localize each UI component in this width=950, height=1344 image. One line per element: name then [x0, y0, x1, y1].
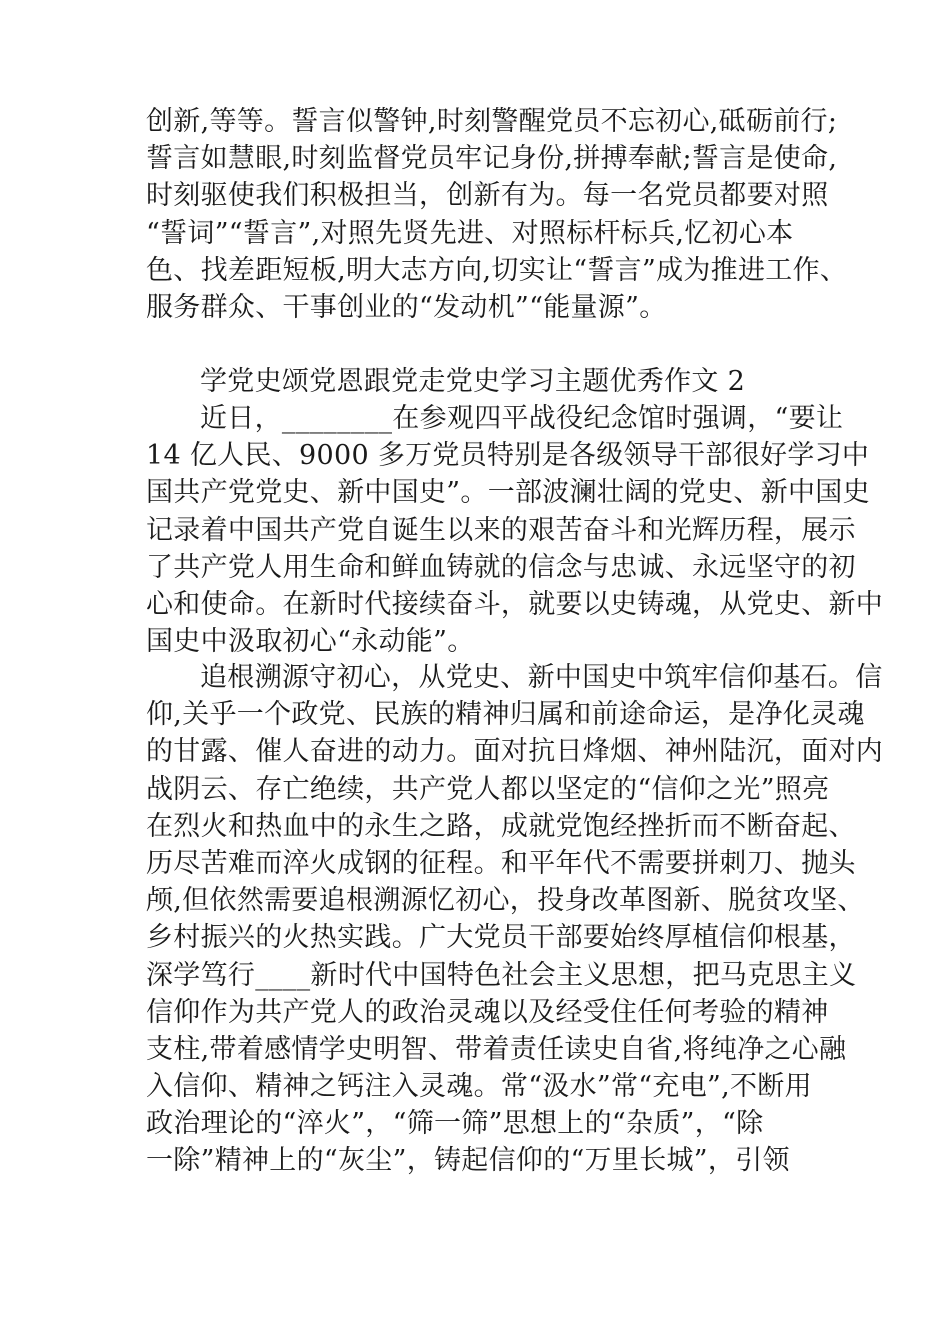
text-line: 深学笃行____新时代中国特色社会主义思想，把马克思主义	[146, 959, 857, 991]
text-line: 仰,关乎一个政党、民族的精神归属和前途命运，是净化灵魂	[146, 699, 865, 731]
text-line: 近日，________在参观四平战役纪念馆时强调，“要让	[200, 403, 844, 434]
text-line: 了共产党人用生命和鲜血铸就的信念与忠诚、永远坚守的初	[146, 551, 856, 583]
text-line: 心和使命。在新时代接续奋斗，就要以史铸魂，从党史、新中	[146, 588, 884, 620]
text-line: 战阴云、存亡绝续，共产党人都以坚定的“信仰之光”照亮	[146, 773, 830, 805]
text-line: 在烈火和热血中的永生之路，成就党饱经挫折而不断奋起、	[146, 810, 856, 842]
text-line: 的甘露、催人奋进的动力。面对抗日烽烟、神州陆沉，面对内	[146, 736, 884, 768]
text-line: 颅,但依然需要追根溯源忆初心，投身改革图新、脱贫攻坚、	[146, 885, 865, 917]
text-line: 誓言如慧眼,时刻监督党员牢记身份,拼搏奉献;誓言是使命,	[146, 143, 838, 175]
text-line: 信仰作为共产党人的政治灵魂以及经受住任何考验的精神	[146, 996, 829, 1028]
section-title: 学党史颂党恩跟党走党史学习主题优秀作文 2	[200, 366, 746, 397]
text-line: 政治理论的“淬火”，“筛一筛”思想上的“杂质”，“除	[146, 1108, 764, 1140]
text-line: 国史中汲取初心“永动能”。	[146, 626, 475, 658]
text-line: 历尽苦难而淬火成钢的征程。和平年代不需要拼刺刀、抛头	[146, 847, 856, 879]
text-line: 支柱,带着感情学史明智、带着责任读史自省,将纯净之心融	[146, 1033, 847, 1065]
text-line: 记录着中国共产党自诞生以来的艰苦奋斗和光辉历程，展示	[146, 514, 856, 546]
text-line: 时刻驱使我们积极担当，创新有为。每一名党员都要对照	[146, 180, 829, 212]
text-line: 色、找差距短板,明大志方向,切实让“誓言”成为推进工作、	[146, 254, 848, 286]
paragraph-1	[146, 400, 884, 660]
paragraph-2	[146, 659, 884, 1180]
text-line: 一除”精神上的“灰尘”，铸起信仰的“万里长城”，引领	[146, 1145, 790, 1177]
text-line: 国共产党党史、新中国史”。一部波澜壮阔的党史、新中国史	[146, 477, 870, 509]
text-line: “誓词”“誓言”,对照先贤先进、对照标杆标兵,忆初心本	[146, 217, 794, 249]
text-line: 创新,等等。誓言似警钟,时刻警醒党员不忘初心,砥砺前行;	[146, 106, 838, 137]
continuation-paragraph	[146, 103, 848, 326]
text-line: 乡村振兴的火热实践。广大党员干部要始终厚植信仰根基，	[146, 922, 856, 954]
text-line: 追根溯源守初心，从党史、新中国史中筑牢信仰基石。信	[200, 662, 883, 693]
text-line: 服务群众、干事创业的“发动机”“能量源”。	[146, 291, 667, 323]
text-line: 入信仰、精神之钙注入灵魂。常“汲水”常“充电”,不断用	[146, 1071, 812, 1103]
section-title-block	[146, 363, 816, 400]
text-line: 14 亿人民、9000 多万党员特别是各级领导干部很好学习中	[146, 440, 870, 472]
